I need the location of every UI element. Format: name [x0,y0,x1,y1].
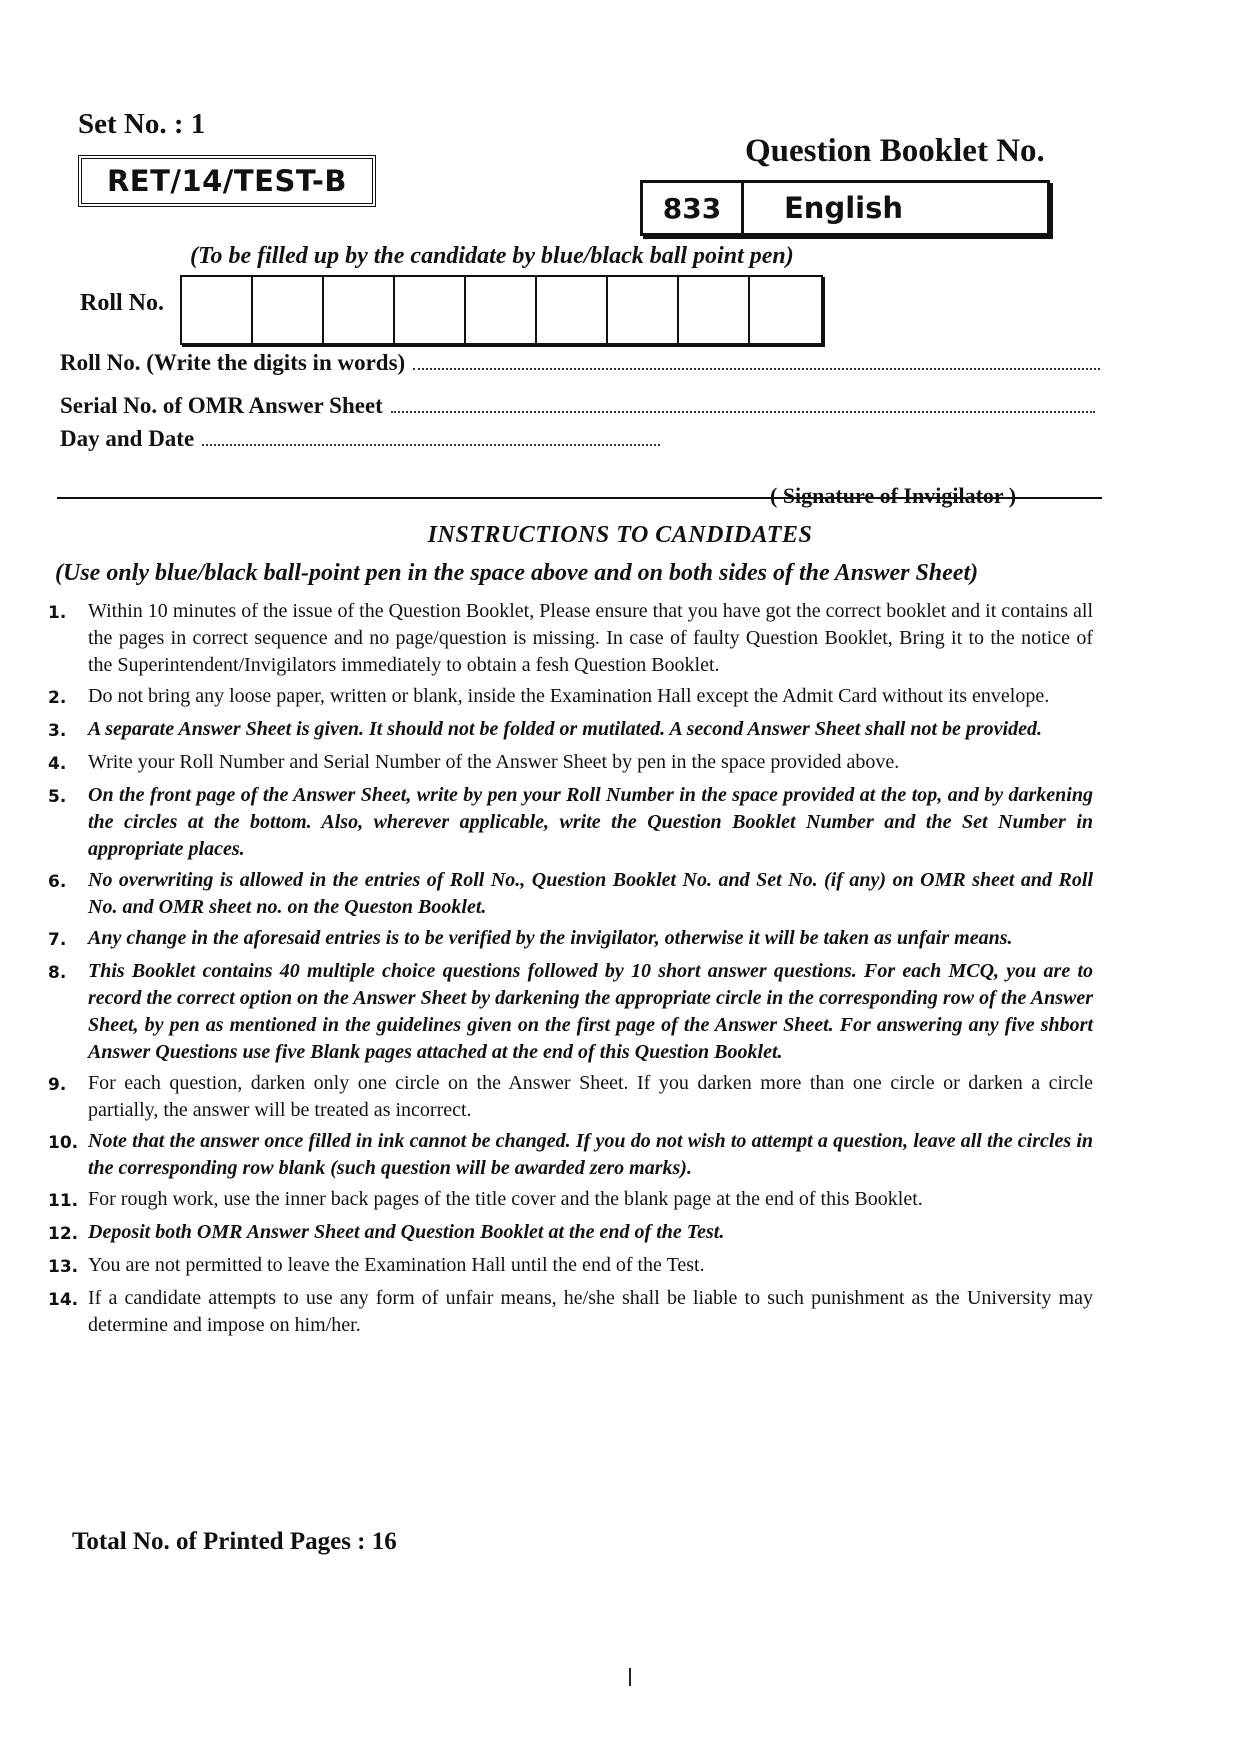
instructions-subtitle: (Use only blue/black ball-point pen in the space above and on both sides of the Answer Sheet) [55,560,979,586]
roll-words-field [60,350,1100,376]
roll-digit-box[interactable] [750,277,821,343]
day-date-blank[interactable] [202,426,660,446]
instruction-item: 7. Any change in the aforesaid entries is to be verified by the invigilator, otherwise it will be taken as unfair means. [48,927,1013,950]
instruction-item: 12. Deposit both OMR Answer Sheet and Question Booklet at the end of the Test. [48,1221,725,1244]
question-booklet-subject: English [784,191,904,225]
fill-instruction-note: (To be filled up by the candidate by blue/black ball point pen) [190,243,794,269]
roll-digit-box[interactable] [608,277,679,343]
instruction-item: 10. Note that the answer once filled in ink cannot be changed. If you do not wish to attempt a question, leave all the circles in the corresponding row blank (such question will be awarded zero marks). [48,1130,1093,1179]
instruction-item: 14. If a candidate attempts to use any form of unfair means, he/she shall be liable to such punishment as the University may determine and impose on him/her. [48,1287,1093,1336]
roll-number-grid [180,275,823,345]
instructions-title: INSTRUCTIONS TO CANDIDATES [427,522,813,548]
question-booklet-box [640,180,1050,236]
set-number: Set No. : 1 [78,108,206,140]
total-printed-pages: Total No. of Printed Pages : 16 [72,1528,397,1555]
instruction-item: 4. Write your Roll Number and Serial Number of the Answer Sheet by pen in the space provided above. [48,751,900,774]
instruction-item: 5. On the front page of the Answer Sheet, write by pen your Roll Number in the space provided at the top, and by darkening the circles at the bottom. Also, wherever applicable, write the Question Booklet Number and the Set Number in appropriate places. [48,784,1093,860]
omr-serial-label: Serial No. of OMR Answer Sheet [60,393,383,418]
page-mark [629,1668,631,1686]
roll-digit-box[interactable] [679,277,750,343]
instruction-item: 8. This Booklet contains 40 multiple choice questions followed by 10 short answer questions. For each MCQ, you are to record the correct option on the Answer Sheet by darkening the appropriate circle in the corresponding row of the Answer Sheet, by pen as mentioned in the guidelines given on the first page of the Answer Sheet. For answering any five shbort Answer Questions use five Blank pages attached at the end of this Question Booklet. [48,960,1093,1063]
roll-digit-box[interactable] [182,277,253,343]
instruction-item: 2. Do not bring any loose paper, written or blank, inside the Examination Hall except the Admit Card without its envelope. [48,685,1050,708]
instructions-list [48,598,1093,1343]
omr-serial-field [60,393,1095,419]
instruction-item: 6. No overwriting is allowed in the entries of Roll No., Question Booklet No. and Set No. (if any) on OMR sheet and Roll No. and OMR sheet no. on the Queston Booklet. [48,869,1093,918]
roll-words-blank[interactable] [413,350,1100,370]
roll-number-label: Roll No. [80,290,164,316]
roll-digit-box[interactable] [466,277,537,343]
roll-digit-box[interactable] [324,277,395,343]
omr-serial-blank[interactable] [391,393,1095,413]
instruction-item: 11. For rough work, use the inner back pages of the title cover and the blank page at the end of this Booklet. [48,1188,923,1211]
roll-digit-box[interactable] [395,277,466,343]
day-date-label: Day and Date [60,426,195,451]
question-booklet-label: Question Booklet No. [745,133,1045,169]
instruction-item: 3. A separate Answer Sheet is given. It should not be folded or mutilated. A second Answer Sheet shall not be provided. [48,718,1042,741]
roll-digit-box[interactable] [253,277,324,343]
roll-words-label: Roll No. (Write the digits in words) [60,350,406,375]
test-code-box [78,155,376,207]
instruction-item: 13. You are not permitted to leave the Examination Hall until the end of the Test. [48,1254,705,1277]
day-date-field [60,426,660,452]
instruction-item: 1. Within 10 minutes of the issue of the Question Booklet, Please ensure that you have got the correct booklet and it contains all the pages in correct sequence and no page/question is missing. In case of faulty Question Booklet, Bring it to the notice of the Superintendent/Invigilators immediately to obtain a fesh Question Booklet. [48,600,1093,676]
test-code: RET/14/TEST-B [106,164,348,198]
roll-digit-box[interactable] [537,277,608,343]
invigilator-signature-label: ( Signature of Invigilator ) [770,483,1017,508]
instruction-item: 9. For each question, darken only one circle on the Answer Sheet. If you darken more than one circle or darken a circle partially, the answer will be treated as incorrect. [48,1072,1093,1121]
question-booklet-number: 833 [643,183,744,233]
